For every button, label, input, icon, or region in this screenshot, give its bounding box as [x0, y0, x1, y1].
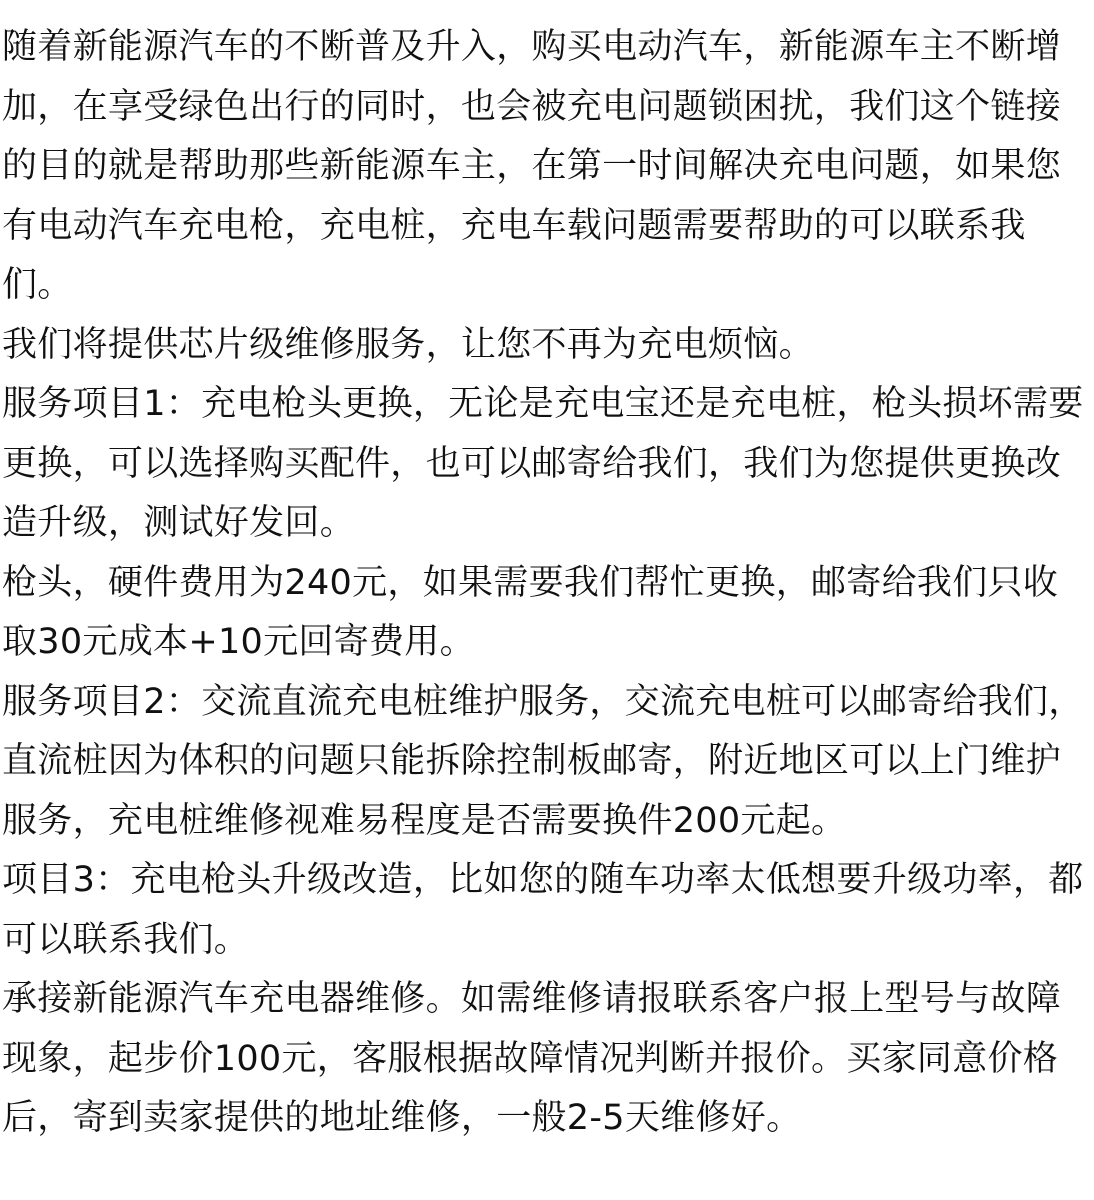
service-item-3-paragraph: 项目3：充电枪头升级改造，比如您的随车功率太低想要升级功率，都可以联系我们。 [2, 860, 1084, 960]
service-item-2-paragraph: 服务项目2：交流直流充电桩维护服务，交流充电桩可以邮寄给我们，直流桩因为体积的问题只能拆除控制板邮寄，附近地区可以上门维护服务，充电桩维修视难易程度是否需要换件200元起。 [2, 681, 1084, 841]
document-body [2, 18, 1090, 1149]
service-promise-paragraph: 我们将提供芯片级维修服务，让您不再为充电烦恼。 [2, 324, 814, 365]
gun-head-pricing-paragraph: 枪头，硬件费用为240元，如果需要我们帮忙更换，邮寄给我们只收取30元成本+10元回寄费用。 [2, 562, 1059, 662]
charger-repair-paragraph: 承接新能源汽车充电器维修。如需维修请报联系客户报上型号与故障现象，起步价100元，客服根据故障情况判断并报价。买家同意价格后，寄到卖家提供的地址维修，一般2-5天维修好。 [2, 979, 1062, 1138]
service-item-1-paragraph: 服务项目1：充电枪头更换，无论是充电宝还是充电桩，枪头损坏需要更换，可以选择购买配件，也可以邮寄给我们，我们为您提供更换改造升级，测试好发回。 [2, 384, 1084, 543]
intro-paragraph: 随着新能源汽车的不断普及升入，购买电动汽车，新能源车主不断增加，在享受绿色出行的同时，也会被充电问题锁困扰，我们这个链接的目的就是帮助那些新能源车主，在第一时间解决充电问题，如果您有电动汽车充电枪，充电桩，充电车载问题需要帮助的可以联系我们。 [2, 27, 1062, 305]
